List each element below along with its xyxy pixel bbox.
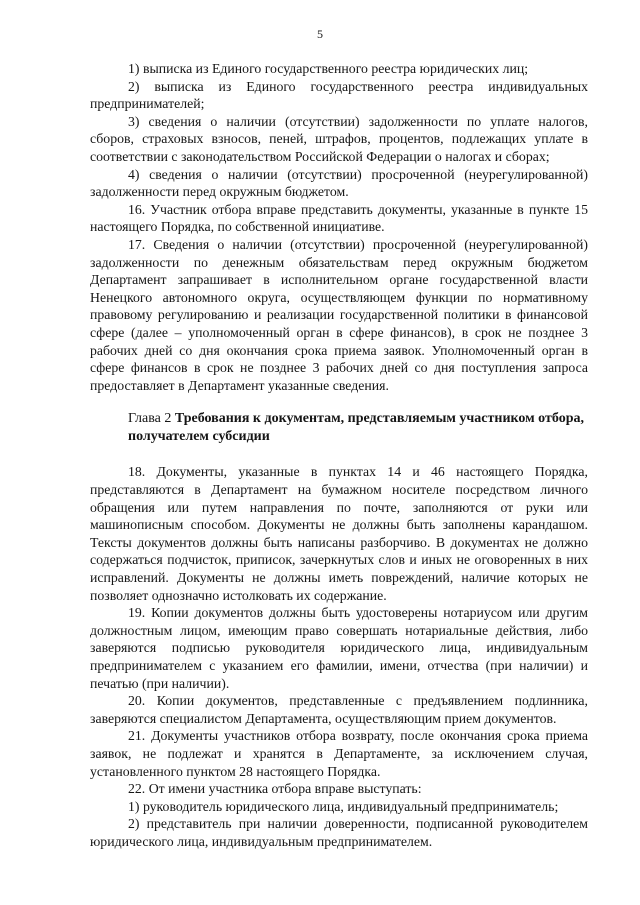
paragraph-20: 20. Копии документов, представленные с предъявлением подлинника, заверяются специалистом Департамента, осуществляющим прием документов. — [90, 693, 588, 726]
paragraph-21: 21. Документы участников отбора возврату, после окончания срока приема заявок, не подлежат и хранятся в Департаменте, за исключением случая, установленного пунктом 28 настоящего Порядка. — [90, 728, 588, 779]
chapter-title-tail: получателем субсидии — [128, 428, 270, 444]
paragraph-17: 17. Сведения о наличии (отсутствии) просроченной (неурегулированной) задолженности по денежным обязательствам перед окружным бюджетом Департамент запрашивает в исполнительном органе государственной власти Ненецкого автономного округа, осуществляющем функции по нормативному правовому регулированию и реализации государственной политики в финансовой сфере (далее – уполномоченный орган в сфере финансов), в срок не позднее 3 рабочих дней со дня окончания срока приема заявок. Уполномоченный орган в сфере финансов в срок не позднее 3 рабочих дней со дня поступления запроса предоставляет в Департамент указанные сведения. — [90, 236, 588, 393]
paragraph-item-3-tax-debt: 3) сведения о наличии (отсутствии) задолженности по уплате налогов, сборов, страховых взносов, пеней, штрафов, процентов, подлежащих уплате в соответствии с законодательством Российской Федерации о налогах и сборах; — [90, 113, 588, 164]
paragraph-19: 19. Копии документов должны быть удостоверены нотариусом или другим должностным лицом, имеющим право совершать нотариальные действия, либо заверяются подписью руководителя юридического лица, индивидуальным предпринимателем с указанием его фамилии, имени, отчества (при наличии) и печатью (при наличии). — [90, 605, 588, 691]
document-body — [90, 60, 588, 851]
chapter-heading — [90, 410, 588, 445]
paragraph-item-1-egrul: 1) выписка из Единого государственного реестра юридических лиц; — [128, 61, 529, 76]
chapter-prefix: Глава 2 — [128, 411, 172, 427]
paragraph-22-item-2: 2) представитель при наличии доверенности, подписанной руководителем юридического лица, индивидуальным предпринимателем. — [90, 816, 588, 849]
paragraph-item-2-egrip: 2) выписка из Единого государственного реестра индивидуальных предпринимателей; — [90, 78, 588, 112]
chapter-title: Требования к документам, представляемым участником отбора, — [174, 411, 584, 427]
page-number: 5 — [317, 27, 323, 41]
paragraph-item-4-budget-debt: 4) сведения о наличии (отсутствии) просроченной (неурегулированной) задолженности перед окружным бюджетом. — [90, 166, 588, 200]
paragraph-18: 18. Документы, указанные в пунктах 14 и 46 настоящего Порядка, представляются в Департамент на бумажном носителе посредством личного обращения или путем направления по почте, заполняются от руки или машинописным способом. Документы не должны быть заполнены карандашом. Тексты документов должны быть написаны разборчиво. В документах не должно содержаться подчисток, приписок, зачеркнутых слов и иных не оговоренных в них исправлений. Документы не должны иметь повреждений, наличие которых не позволяет однозначно истолковать их содержание. — [90, 464, 588, 603]
paragraph-22-item-1: 1) руководитель юридического лица, индивидуальный предприниматель; — [128, 798, 559, 814]
paragraph-22: 22. От имени участника отбора вправе выступать: — [128, 781, 422, 797]
paragraph-16: 16. Участник отбора вправе представить документы, указанные в пункте 15 настоящего Порядка, по собственной инициативе. — [90, 201, 588, 235]
